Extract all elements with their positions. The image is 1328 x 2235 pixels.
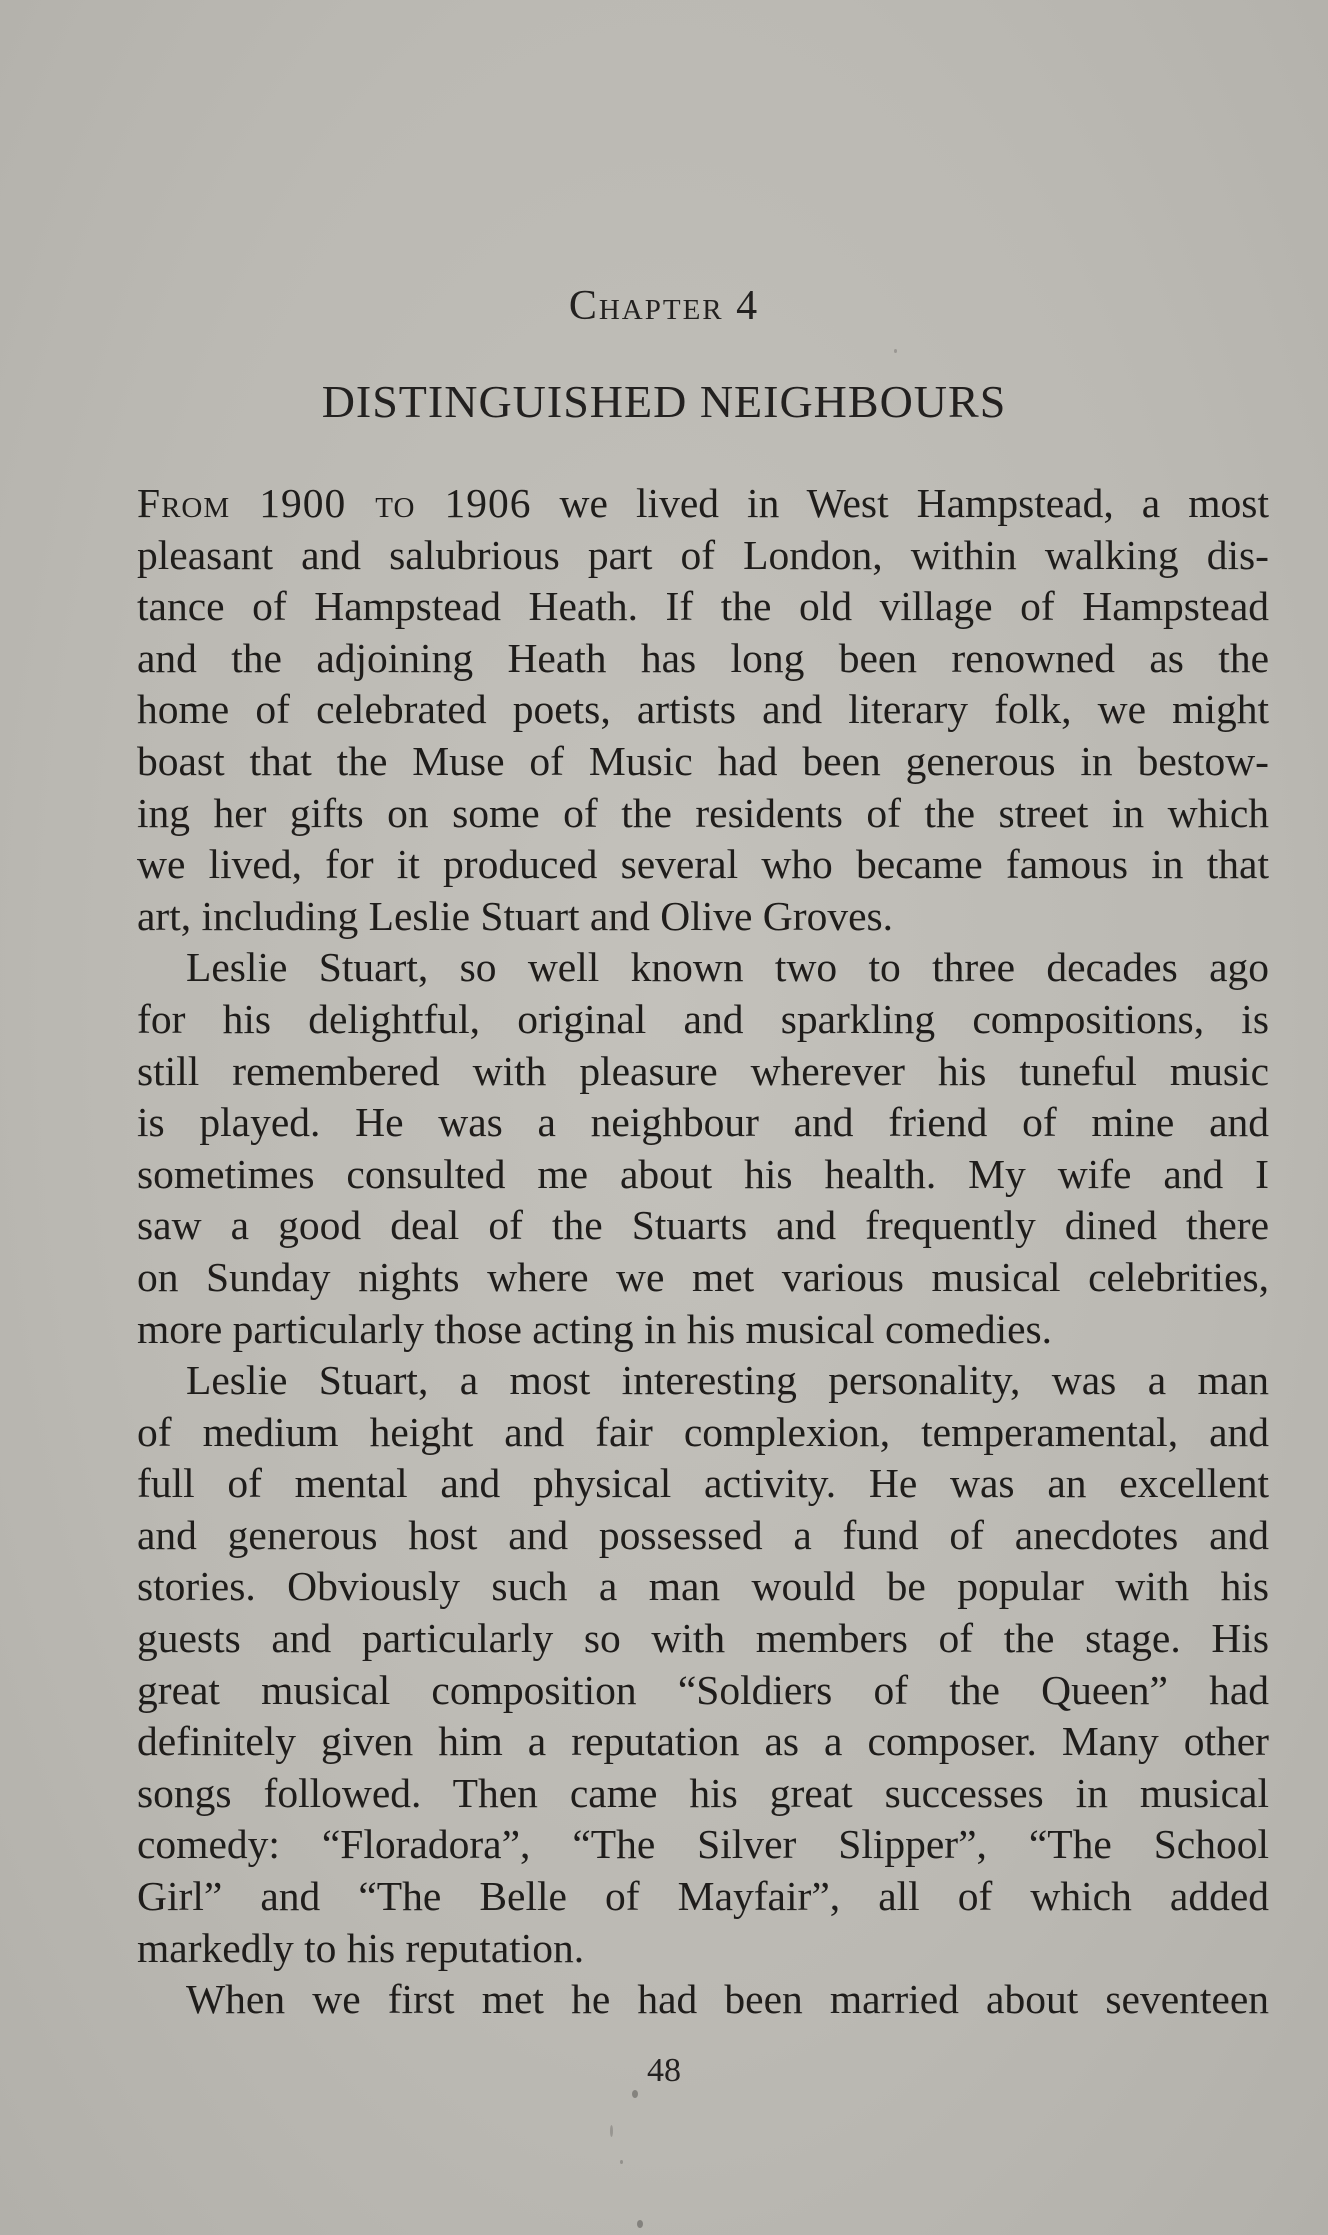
text-line: Leslie Stuart, so well known two to three decades ago [186,944,1269,991]
paper-speck [620,2160,623,2164]
paper-speck [610,2125,613,2137]
text-line: great musical composition “Soldiers of the Queen” had [137,1666,1269,1713]
text-line: boast that the Muse of Music had been generous in bestow- [137,737,1269,784]
text-line [137,478,1269,530]
text-line: full of mental and physical activity. He was an excellent [137,1460,1269,1507]
text-line: Leslie Stuart, a most interesting personality, was a man [186,1357,1269,1404]
body-text [137,478,1269,2026]
page-number: 48 [647,2052,681,2089]
chapter-title: DISTINGUISHED NEIGHBOURS [321,376,1007,427]
text-line: definitely given him a reputation as a composer. Many other [137,1718,1269,1765]
paper-speck [894,349,897,353]
text-line: art, including Leslie Stuart and Olive Groves. [137,892,894,939]
text-line: of medium height and fair complexion, temperamental, and [137,1408,1269,1455]
paper-speck [637,2220,643,2228]
text-line: on Sunday nights where we met various musical celebrities, [137,1253,1269,1300]
text-line: markedly to his reputation. [137,1924,585,1971]
text-line: still remembered with pleasure wherever his tuneful music [137,1047,1269,1094]
text-line: stories. Obviously such a man would be popular with his [137,1563,1269,1610]
text-line: tance of Hampstead Heath. If the old village of Hampstead [137,583,1269,630]
text-line: Girl” and “The Belle of Mayfair”, all of which added [137,1873,1269,1920]
text-line: more particularly those acting in his musical comedies. [137,1305,1053,1352]
chapter-label: Chapter 4 [568,283,760,329]
text-line: and generous host and possessed a fund of anecdotes and [137,1511,1269,1558]
text-line-content: we lived in West Hampstead, a most [531,480,1269,526]
text-line: sometimes consulted me about his health. My wife and I [137,1150,1269,1197]
text-line: home of celebrated poets, artists and literary folk, we might [137,686,1269,733]
text-line: for his delightful, original and sparkling compositions, is [137,995,1269,1042]
opening-smallcaps: From 1900 to 1906 [137,480,532,526]
text-line: is played. He was a neighbour and friend of mine and [137,1099,1269,1146]
text-line: When we first met he had been married about seventeen [186,1976,1269,2023]
text-line: and the adjoining Heath has long been renowned as the [137,634,1269,681]
text-line: saw a good deal of the Stuarts and frequently dined there [137,1202,1269,1249]
text-line: songs followed. Then came his great successes in musical [137,1769,1269,1816]
text-line: comedy: “Floradora”, “The Silver Slipper”, “The School [137,1821,1269,1868]
text-line: pleasant and salubrious part of London, within walking dis- [137,531,1269,578]
paper-speck [632,2090,638,2098]
text-line: guests and particularly so with members of the stage. His [137,1615,1269,1662]
text-line: we lived, for it produced several who became famous in that [137,841,1269,888]
text-line: ing her gifts on some of the residents of the street in which [137,789,1269,836]
